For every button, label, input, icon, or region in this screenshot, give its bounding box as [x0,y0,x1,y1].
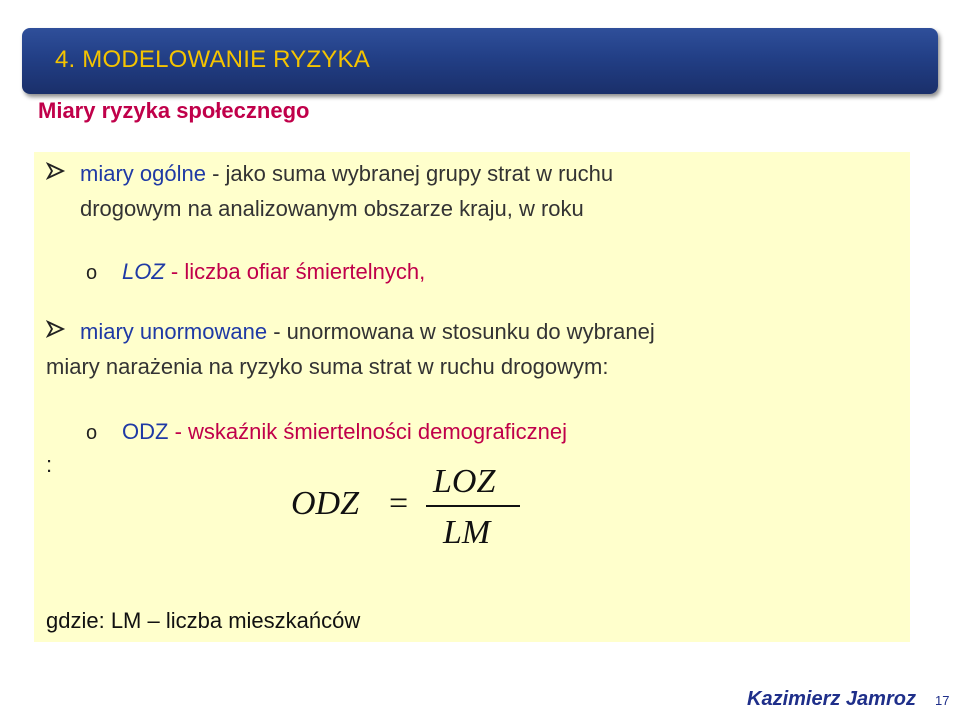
formula-equals: = [389,485,409,522]
circle-bullet-icon: o [86,262,98,284]
bullet-line-2b: miary narażenia na ryzyko suma strat w ruchu drogowym: [46,354,609,379]
sub-bullet-2 [122,419,567,445]
bullet-line-2 [80,319,655,345]
bullet-line-1 [80,161,613,187]
sub-bullet-rest-2: - wskaźnik śmiertelności demograficznej [168,419,568,444]
bullet-term-2: miary unormowane [80,319,268,344]
arrow-bullet-icon [46,161,66,181]
colon-mark: : [46,452,53,477]
arrow-bullet-icon [46,319,66,339]
sub-bullet-1 [122,259,425,285]
title-bar [22,28,938,94]
sub-bullet-term-2: ODZ [122,419,169,444]
slide-subtitle: Miary ryzyka społecznego [38,98,310,123]
bullet-rest-2: - unormowana w stosunku do wybranej [267,319,655,344]
footnote: gdzie: LM – liczba mieszkańców [46,608,361,633]
slide-title: 4. MODELOWANIE RYZYKA [55,46,370,73]
bullet-term-1: miary ogólne [80,161,206,186]
page-number: 17 [935,693,950,708]
content-box [34,152,910,642]
bullet-rest-1: - jako suma wybranej grupy strat w ruchu [205,161,614,186]
bullet-line-1b: drogowym na analizowanym obszarze kraju, w roku [80,196,584,221]
author-name: Kazimierz Jamroz [747,688,916,710]
formula-numerator: LOZ [433,463,496,500]
circle-bullet-icon: o [86,422,98,444]
fraction-bar [426,505,520,507]
formula-denominator: LM [443,514,491,551]
formula-left: ODZ [291,485,360,522]
sub-bullet-term-1: LOZ [122,259,165,284]
sub-bullet-rest-1: - liczba ofiar śmiertelnych, [164,259,426,284]
